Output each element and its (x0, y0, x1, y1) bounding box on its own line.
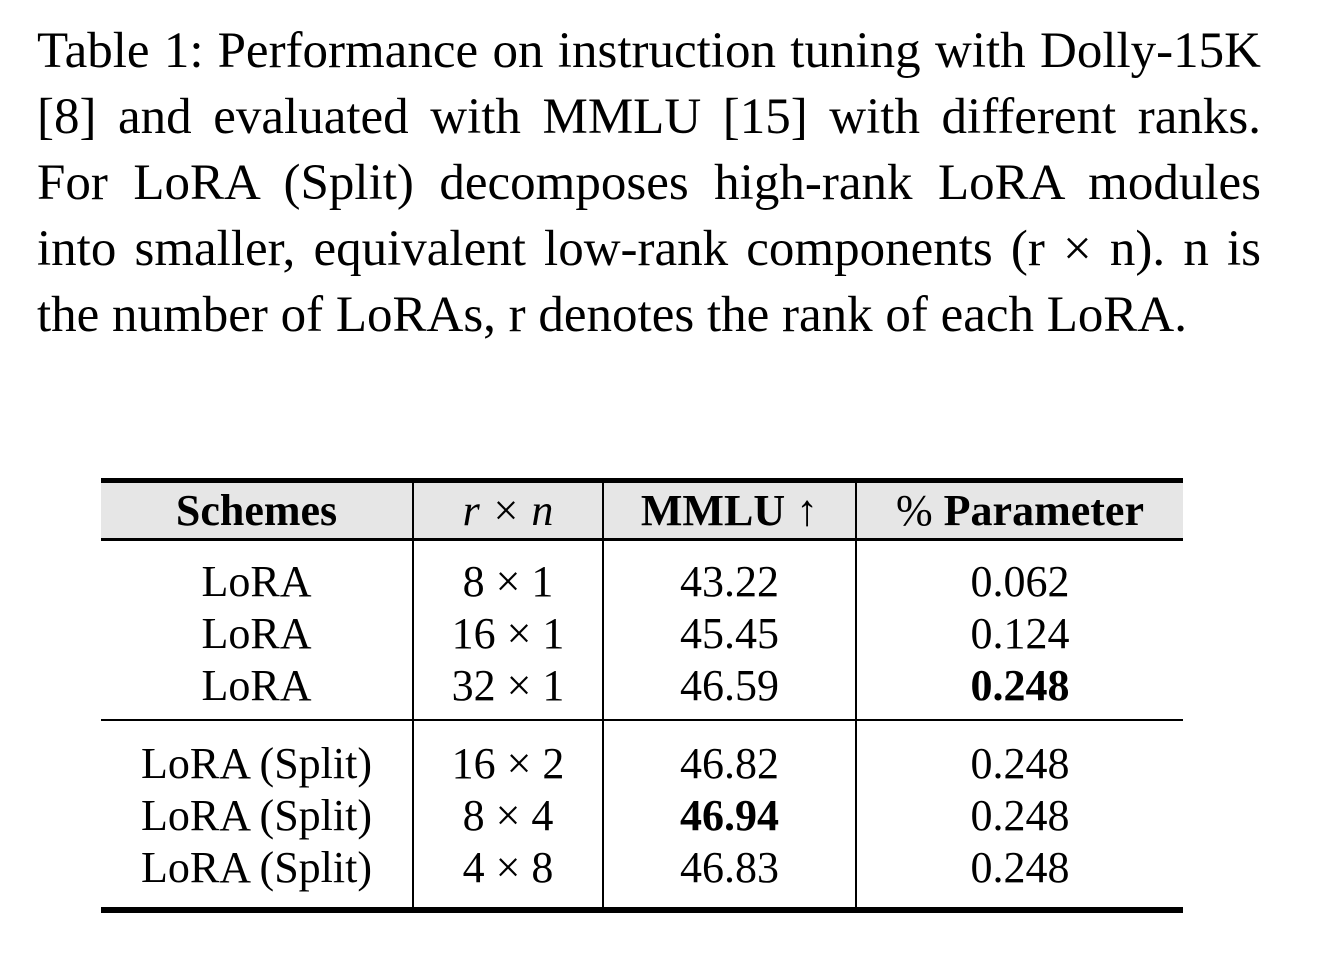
cell-rank: 8 × 4 (413, 789, 603, 841)
cell-mmlu: 43.22 (603, 540, 856, 608)
header-parameter (856, 481, 1183, 540)
cell-rank: 16 × 1 (413, 607, 603, 659)
header-rank (413, 481, 603, 540)
cell-mmlu: 46.59 (603, 659, 856, 720)
cell-scheme: LoRA (101, 659, 413, 720)
caption-label: Table 1: (37, 23, 204, 79)
header-parameter-prefix: % (896, 486, 933, 535)
table-row (101, 789, 1183, 841)
cell-mmlu: 45.45 (603, 607, 856, 659)
caption-text: Performance on instruction tuning with Dolly-15K [8] and evaluated with MMLU [15] with different ranks. For LoRA (Split) decomposes high-rank LoRA modules into smaller, equivalent low-rank components (r × n). n is the number of LoRAs, r denotes the rank of each LoRA. (37, 23, 1261, 343)
cell-rank: 16 × 2 (413, 720, 603, 789)
header-schemes: Schemes (101, 481, 413, 540)
table-row (101, 540, 1183, 608)
cell-rank: 8 × 1 (413, 540, 603, 608)
cell-param: 0.248 (970, 790, 1070, 840)
results-table-container (101, 478, 1183, 913)
cell-scheme: LoRA (Split) (101, 789, 413, 841)
table-row (101, 607, 1183, 659)
cell-mmlu: 46.82 (603, 720, 856, 789)
table-header-row (101, 481, 1183, 540)
cell-mmlu-best: 46.94 (603, 789, 856, 841)
table-row (101, 659, 1183, 720)
results-table (101, 478, 1183, 913)
cell-rank: 32 × 1 (413, 659, 603, 720)
header-mmlu: MMLU ↑ (603, 481, 856, 540)
cell-param: 0.248 (970, 738, 1070, 788)
cell-rank: 4 × 8 (413, 841, 603, 910)
table-caption (37, 18, 1261, 348)
cell-scheme: LoRA (101, 607, 413, 659)
table-row (101, 720, 1183, 789)
cell-param: 0.124 (970, 608, 1070, 658)
header-parameter-label: Parameter (943, 486, 1144, 535)
lora-split-group (101, 720, 1183, 910)
cell-param-best: 0.248 (856, 659, 1183, 720)
cell-scheme: LoRA (101, 540, 413, 608)
cell-param: 0.248 (856, 841, 1183, 910)
header-rank-math: r × n (462, 486, 554, 535)
lora-group (101, 540, 1183, 721)
cell-scheme: LoRA (Split) (101, 841, 413, 910)
cell-param: 0.062 (970, 556, 1070, 606)
table-row (101, 841, 1183, 910)
cell-scheme: LoRA (Split) (101, 720, 413, 789)
cell-mmlu: 46.83 (603, 841, 856, 910)
